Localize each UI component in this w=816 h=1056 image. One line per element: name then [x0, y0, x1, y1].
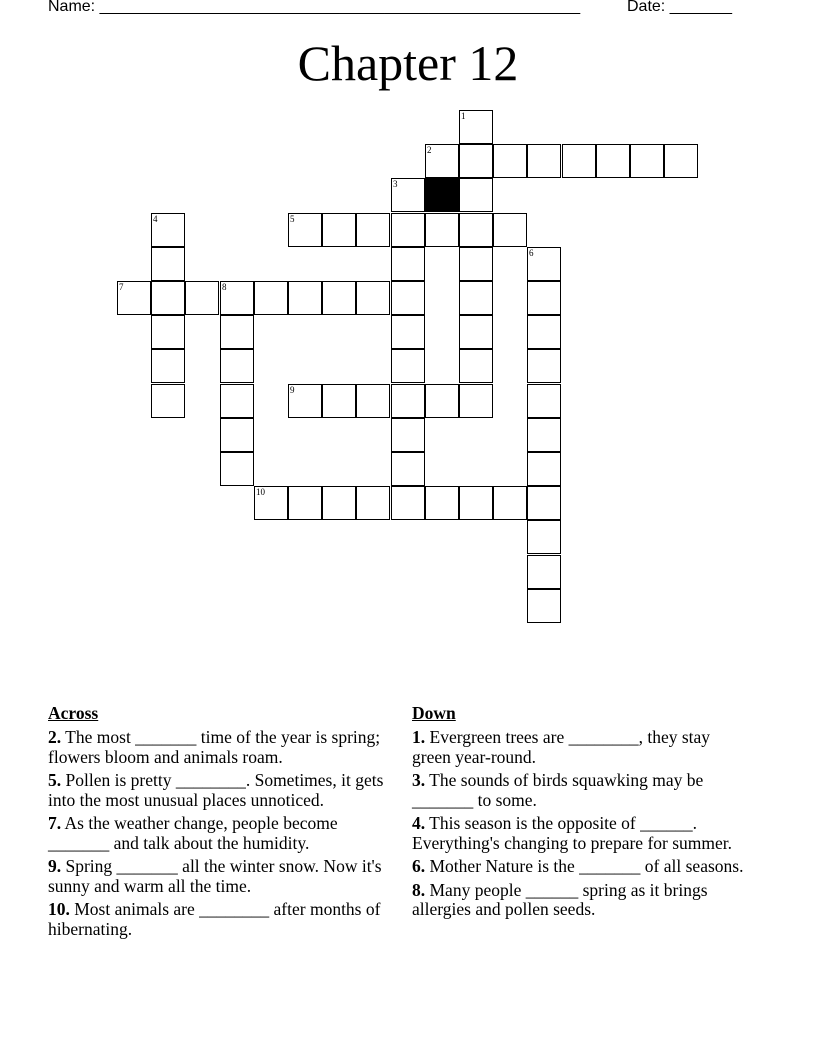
- crossword-cell[interactable]: [493, 486, 527, 520]
- crossword-cell[interactable]: [322, 486, 356, 520]
- clue-text: Pollen is pretty ________. Sometimes, it gets into the most unusual places unnoticed.: [48, 770, 384, 810]
- down-clues: [412, 703, 752, 924]
- clue-number: 10.: [48, 899, 70, 919]
- crossword-cell[interactable]: [527, 315, 561, 349]
- crossword-cell[interactable]: [288, 486, 322, 520]
- clue-number: 1.: [412, 727, 426, 747]
- crossword-cell[interactable]: [391, 213, 425, 247]
- crossword-cell[interactable]: [356, 486, 390, 520]
- down-clue: [412, 881, 752, 920]
- clue-text: Spring _______ all the winter snow. Now it's sunny and warm all the time.: [48, 856, 382, 896]
- clue-number-label: 5: [290, 214, 295, 224]
- crossword-cell[interactable]: [425, 144, 459, 178]
- crossword-cell[interactable]: [630, 144, 664, 178]
- clue-number: 7.: [48, 813, 62, 833]
- crossword-cell[interactable]: [459, 213, 493, 247]
- crossword-cell[interactable]: [356, 384, 390, 418]
- across-heading: Across: [48, 703, 99, 723]
- crossword-cell[interactable]: [459, 110, 493, 144]
- crossword-cell[interactable]: [391, 349, 425, 383]
- crossword-cell[interactable]: [527, 418, 561, 452]
- crossword-cell[interactable]: [288, 281, 322, 315]
- clue-number: 2.: [48, 727, 62, 747]
- crossword-cell[interactable]: [322, 384, 356, 418]
- crossword-cell[interactable]: [151, 247, 185, 281]
- clue-text: The most _______ time of the year is spring; flowers bloom and animals roam.: [48, 727, 381, 767]
- down-clue: [412, 814, 752, 853]
- crossword-cell[interactable]: [425, 384, 459, 418]
- crossword-cell[interactable]: [220, 315, 254, 349]
- clue-number-label: 4: [153, 214, 158, 224]
- crossword-cell[interactable]: [151, 349, 185, 383]
- crossword-cell[interactable]: [220, 384, 254, 418]
- across-clue: [48, 814, 388, 853]
- crossword-cell[interactable]: [356, 213, 390, 247]
- crossword-cell[interactable]: [459, 315, 493, 349]
- crossword-cell[interactable]: [527, 555, 561, 589]
- crossword-cell[interactable]: [220, 281, 254, 315]
- crossword-cell[interactable]: [151, 281, 185, 315]
- crossword-cell[interactable]: [459, 144, 493, 178]
- crossword-cell[interactable]: [527, 384, 561, 418]
- clue-number-label: 6: [529, 248, 534, 258]
- crossword-cell[interactable]: [391, 178, 425, 212]
- crossword-cell[interactable]: [254, 486, 288, 520]
- clue-number: 3.: [412, 770, 426, 790]
- clue-number: 9.: [48, 856, 62, 876]
- clue-number-label: 7: [119, 282, 124, 292]
- crossword-cell[interactable]: [220, 418, 254, 452]
- down-clue: [412, 857, 752, 877]
- clue-number: 4.: [412, 813, 426, 833]
- crossword-cell[interactable]: [151, 315, 185, 349]
- clue-text: Mother Nature is the _______ of all seasons.: [425, 856, 744, 876]
- clue-text: Most animals are ________ after months of hibernating.: [48, 899, 381, 939]
- crossword-cell[interactable]: [459, 384, 493, 418]
- clue-text: As the weather change, people become _______ and talk about the humidity.: [48, 813, 338, 853]
- clue-text: This season is the opposite of ______. Everything's changing to prepare for summer.: [412, 813, 733, 853]
- clue-text: Many people ______ spring as it brings allergies and pollen seeds.: [412, 879, 708, 919]
- clue-number-label: 1: [461, 111, 466, 121]
- crossword-cell[interactable]: [527, 144, 561, 178]
- crossword-cell[interactable]: [151, 213, 185, 247]
- crossword-cell[interactable]: [288, 213, 322, 247]
- crossword-cell[interactable]: [493, 213, 527, 247]
- crossword-cell[interactable]: [493, 144, 527, 178]
- crossword-cell[interactable]: [459, 486, 493, 520]
- crossword-cell[interactable]: [356, 281, 390, 315]
- crossword-cell[interactable]: [527, 520, 561, 554]
- crossword-cell[interactable]: [527, 589, 561, 623]
- clue-number: 5.: [48, 770, 62, 790]
- across-clue: [48, 771, 388, 810]
- crossword-cell[interactable]: [288, 384, 322, 418]
- crossword-cell[interactable]: [391, 247, 425, 281]
- crossword-cell[interactable]: [117, 281, 151, 315]
- name-field[interactable]: Name: ______________________________________________________: [48, 0, 581, 15]
- crossword-cell[interactable]: [220, 452, 254, 486]
- crossword-cell[interactable]: [322, 281, 356, 315]
- clue-number-label: 10: [256, 487, 265, 497]
- crossword-cell[interactable]: [391, 452, 425, 486]
- crossword-cell[interactable]: [391, 281, 425, 315]
- black-square: [425, 178, 459, 212]
- crossword-cell[interactable]: [391, 384, 425, 418]
- clue-number: 8.: [412, 879, 426, 900]
- down-clue: [412, 728, 752, 767]
- crossword-cell[interactable]: [220, 349, 254, 383]
- across-clue: [48, 900, 388, 939]
- down-heading: Down: [412, 703, 456, 723]
- crossword-cell[interactable]: [391, 486, 425, 520]
- date-field[interactable]: Date: _______: [627, 0, 732, 15]
- crossword-cell[interactable]: [254, 281, 288, 315]
- page-title: Chapter 12: [297, 35, 519, 91]
- crossword-cell[interactable]: [527, 349, 561, 383]
- crossword-cell[interactable]: [527, 281, 561, 315]
- crossword-cell[interactable]: [425, 486, 459, 520]
- clue-number-label: 2: [427, 145, 432, 155]
- crossword-cell[interactable]: [459, 247, 493, 281]
- clue-number-label: 9: [290, 385, 295, 395]
- clue-number-label: 3: [393, 179, 398, 189]
- crossword-cell[interactable]: [151, 384, 185, 418]
- crossword-cell[interactable]: [527, 247, 561, 281]
- clue-text: The sounds of birds squawking may be _______ to some.: [412, 770, 704, 810]
- crossword-cell[interactable]: [527, 452, 561, 486]
- down-clue: [412, 771, 752, 810]
- across-clues: [48, 703, 388, 943]
- crossword-cell[interactable]: [527, 486, 561, 520]
- across-clue: [48, 857, 388, 896]
- crossword-cell[interactable]: [664, 144, 698, 178]
- crossword-cell[interactable]: [459, 281, 493, 315]
- crossword-cell[interactable]: [562, 144, 596, 178]
- clue-text: Evergreen trees are ________, they stay green year-round.: [412, 727, 711, 767]
- crossword-cell[interactable]: [391, 315, 425, 349]
- crossword-cell[interactable]: [185, 281, 219, 315]
- clue-number: 6.: [412, 856, 426, 876]
- clue-number-label: 8: [222, 282, 227, 292]
- crossword-cell[interactable]: [459, 178, 493, 212]
- across-clue: [48, 728, 388, 767]
- crossword-cell[interactable]: [459, 349, 493, 383]
- crossword-cell[interactable]: [425, 213, 459, 247]
- crossword-cell[interactable]: [391, 418, 425, 452]
- crossword-cell[interactable]: [322, 213, 356, 247]
- crossword-cell[interactable]: [596, 144, 630, 178]
